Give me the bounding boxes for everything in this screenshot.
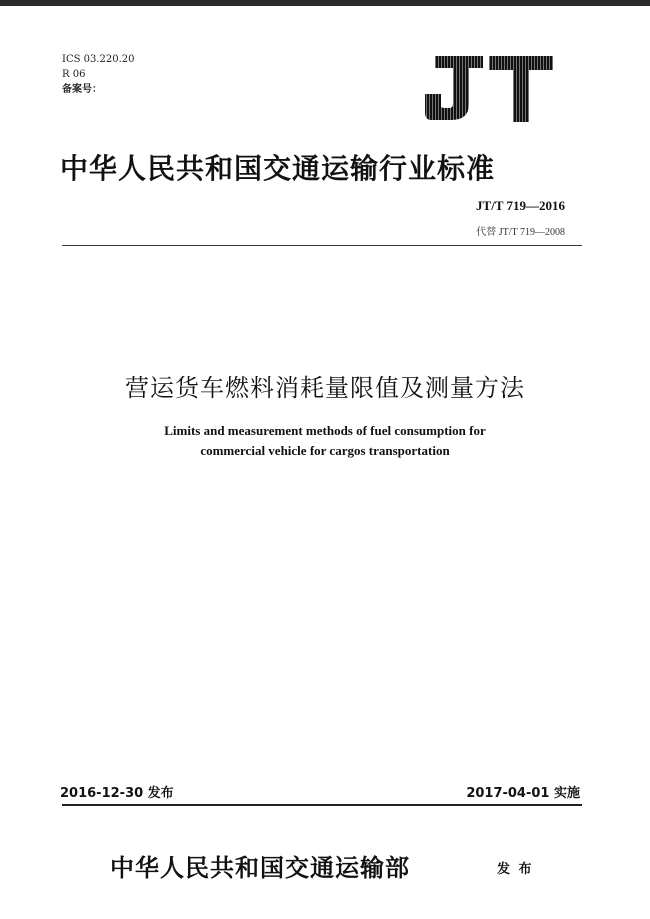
record-number-label: 备案号：: [62, 84, 102, 95]
ccs-code: R 06: [62, 69, 86, 80]
jt-logo: [425, 56, 553, 122]
header-divider: [62, 245, 582, 246]
issue-label: 发 布: [497, 862, 532, 877]
issuing-ministry: 中华人民共和国交通运输部: [110, 853, 410, 882]
title-chinese: 营运货车燃料消耗量限值及测量方法: [125, 374, 525, 402]
replaces-standard: 代替 JT/T 719—2008: [476, 227, 565, 238]
footer-divider: [62, 804, 582, 806]
publish-date: 2016-12-30 发布: [60, 786, 174, 801]
title-english-line-2: commercial vehicle for cargos transportation: [200, 443, 450, 458]
title-english-line-1: Limits and measurement methods of fuel consumption for: [164, 423, 486, 438]
standard-number: JT/T 719—2016: [476, 198, 565, 213]
ics-code: ICS 03.220.20: [62, 54, 135, 65]
implement-date: 2017-04-01 实施: [466, 786, 580, 801]
industry-standard-title: 中华人民共和国交通运输行业标准: [60, 152, 496, 185]
top-border: [0, 0, 650, 6]
